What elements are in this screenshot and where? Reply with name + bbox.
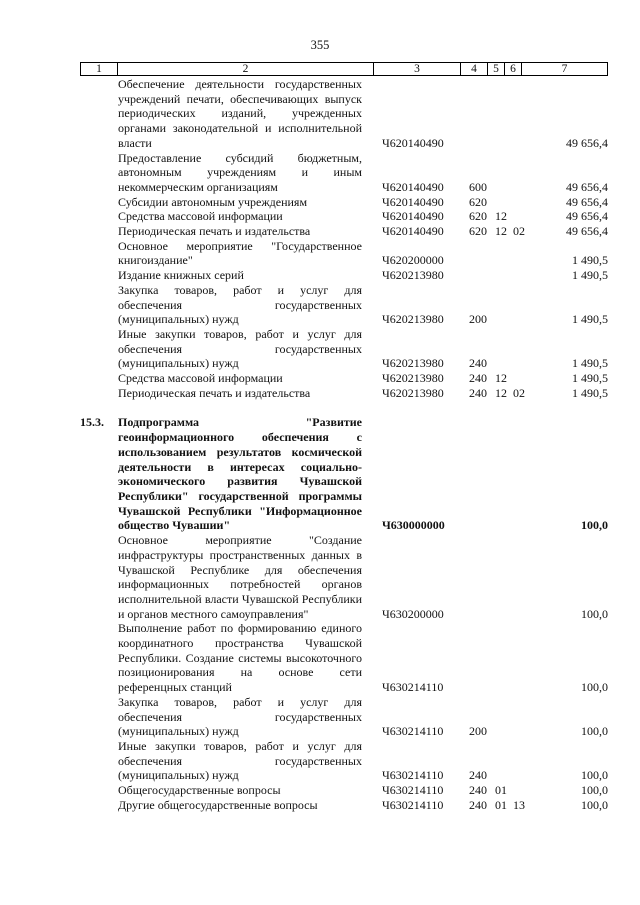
- column-header-4: 4: [461, 63, 488, 76]
- row-amount: 1 490,5: [572, 312, 608, 327]
- table-row: [80, 415, 608, 533]
- row-subsection: 02: [513, 224, 525, 239]
- row-name: Издание книжных серий: [118, 268, 244, 283]
- row-target-code: Ч620213980: [382, 385, 444, 400]
- row-name: Средства массовой информации: [118, 209, 283, 224]
- row-name: Закупка товаров, работ и услуг для обеспечения государственных (муниципальных) нужд: [118, 694, 362, 739]
- table-row: [80, 77, 608, 151]
- column-header-table: [80, 62, 608, 76]
- row-section: 01: [495, 783, 507, 798]
- table-row: [80, 151, 608, 195]
- row-target-code: Ч630214110: [382, 680, 444, 695]
- row-section: 12: [495, 385, 507, 400]
- row-expense-type: 240: [469, 768, 487, 783]
- table-row: [80, 283, 608, 327]
- row-target-code: Ч630000000: [382, 518, 445, 533]
- row-expense-type: 600: [469, 179, 487, 194]
- row-target-code: Ч620213980: [382, 356, 444, 371]
- row-expense-type: 200: [469, 312, 487, 327]
- table-row: [80, 268, 608, 283]
- row-name: Средства массовой информации: [118, 371, 283, 386]
- row-amount: 49 656,4: [566, 209, 608, 224]
- column-header-2: 2: [118, 63, 374, 76]
- row-amount: 100,0: [581, 768, 608, 783]
- row-target-code: Ч630214110: [382, 768, 444, 783]
- row-name: Предоставление субсидий бюджетным, автономным учреждениям и иным некоммерческим организациям: [118, 150, 362, 194]
- table-row: [80, 695, 608, 739]
- table-row: [80, 621, 608, 695]
- row-name: Иные закупки товаров, работ и услуг для обеспечения государственных (муниципальных) нужд: [118, 738, 362, 783]
- table-row: [80, 327, 608, 371]
- row-name: Периодическая печать и издательства: [118, 224, 311, 239]
- row-subsection: 13: [513, 797, 525, 812]
- table-row: [80, 224, 608, 239]
- row-target-code: Ч620140490: [382, 224, 444, 239]
- row-amount: 100,0: [581, 724, 608, 739]
- row-expense-type: 620: [469, 224, 487, 239]
- row-amount: 100,0: [581, 797, 608, 812]
- column-header-5: 5: [488, 63, 505, 76]
- row-amount: 49 656,4: [566, 194, 608, 209]
- row-expense-type: 240: [469, 385, 487, 400]
- budget-table-body: [80, 77, 608, 812]
- row-name: Основное мероприятие "Создание инфраструктуры пространственных данных в Чувашской Республике для обеспечения информационных потребностей органов исполнительной власти Чувашской Республики и органов местного самоуправления": [118, 533, 362, 621]
- row-target-code: Ч630200000: [382, 606, 444, 621]
- row-expense-type: 200: [469, 724, 487, 739]
- row-target-code: Ч620213980: [382, 371, 444, 386]
- row-target-code: Ч620213980: [382, 268, 444, 283]
- row-target-code: Ч620200000: [382, 253, 444, 268]
- row-expense-type: 620: [469, 209, 487, 224]
- row-name: Другие общегосударственные вопросы: [118, 797, 318, 812]
- page-number: 355: [310, 38, 330, 52]
- row-spacer: [80, 400, 608, 415]
- row-name: Иные закупки товаров, работ и услуг для обеспечения государственных (муниципальных) нужд: [118, 326, 362, 371]
- row-section: 12: [495, 371, 507, 386]
- row-section: 12: [495, 224, 507, 239]
- row-target-code: Ч620140490: [382, 179, 444, 194]
- table-row: [80, 371, 608, 386]
- table-row: [80, 533, 608, 621]
- table-row: [80, 209, 608, 224]
- row-target-code: Ч620140490: [382, 209, 444, 224]
- row-target-code: Ч620140490: [382, 194, 444, 209]
- row-amount: 49 656,4: [566, 179, 608, 194]
- row-subsection: 02: [513, 385, 525, 400]
- row-section: 01: [495, 797, 507, 812]
- row-number: 15.3.: [80, 415, 104, 430]
- row-amount: 1 490,5: [572, 385, 608, 400]
- row-target-code: Ч620140490: [382, 135, 444, 150]
- column-header-3: 3: [374, 63, 461, 76]
- table-row: [80, 386, 608, 401]
- row-name: Основное мероприятие "Государственное книгоиздание": [118, 238, 362, 268]
- row-target-code: Ч630214110: [382, 797, 444, 812]
- row-amount: 100,0: [581, 680, 608, 695]
- row-name: Субсидии автономным учреждениям: [118, 194, 308, 209]
- table-row: [80, 239, 608, 268]
- row-expense-type: 240: [469, 783, 487, 798]
- table-row: [80, 783, 608, 798]
- column-header-6: 6: [505, 63, 522, 76]
- row-name: Общегосударственные вопросы: [118, 783, 281, 798]
- row-expense-type: 620: [469, 194, 487, 209]
- row-target-code: Ч630214110: [382, 724, 444, 739]
- row-expense-type: 240: [469, 371, 487, 386]
- row-amount: 49 656,4: [566, 224, 608, 239]
- row-amount: 100,0: [581, 518, 608, 533]
- row-amount: 100,0: [581, 783, 608, 798]
- row-expense-type: 240: [469, 797, 487, 812]
- row-name: Подпрограмма "Развитие геоинформационного обеспечения с использованием результатов космической деятельности в интересах социально-экономического развития Чувашской Республики" государственной программы Чувашской Республики "Информационное общество Чувашии": [118, 415, 362, 533]
- row-amount: 1 490,5: [572, 268, 608, 283]
- table-row: [80, 798, 608, 813]
- row-expense-type: 240: [469, 356, 487, 371]
- row-amount: 1 490,5: [572, 356, 608, 371]
- row-amount: 1 490,5: [572, 371, 608, 386]
- table-row: [80, 739, 608, 783]
- row-amount: 1 490,5: [572, 253, 608, 268]
- row-amount: 100,0: [581, 606, 608, 621]
- column-header-7: 7: [522, 63, 608, 76]
- row-target-code: Ч630214110: [382, 783, 444, 798]
- column-header-1: 1: [81, 63, 118, 76]
- row-name: Закупка товаров, работ и услуг для обеспечения государственных (муниципальных) нужд: [118, 282, 362, 327]
- row-name: Выполнение работ по формированию единого координатного пространства Чувашской Республики. Создание системы высокоточного позиционирования на основе сети референцных станций: [118, 621, 362, 695]
- row-name: Периодическая печать и издательства: [118, 385, 311, 400]
- row-section: 12: [495, 209, 507, 224]
- table-row: [80, 195, 608, 210]
- row-amount: 49 656,4: [566, 135, 608, 150]
- row-name: Обеспечение деятельности государственных учреждений печати, обеспечивающих выпуск периодических изданий, учрежденных органами законодательной и исполнительной власти: [118, 77, 362, 150]
- row-target-code: Ч620213980: [382, 312, 444, 327]
